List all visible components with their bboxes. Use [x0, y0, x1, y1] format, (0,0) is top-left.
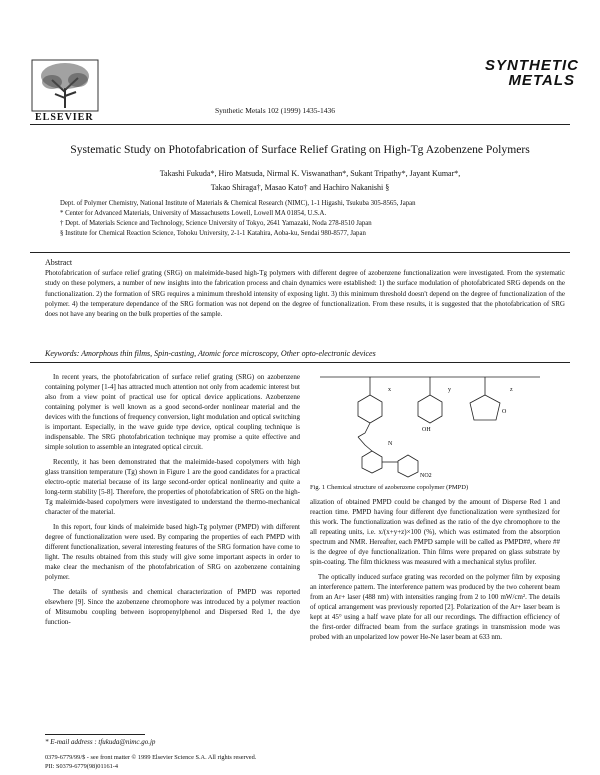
footnote-email: * E-mail address : tfukuda@nimc.go.jp: [45, 738, 156, 746]
figure-caption: Fig. 1 Chemical structure of azobenzene copolymer (PMPD): [310, 484, 469, 491]
figure-label-x: x: [388, 387, 391, 393]
journal-logo-line1: SYNTHETIC: [485, 57, 580, 74]
publisher-name: ELSEVIER: [35, 112, 94, 123]
paragraph: In this report, four kinds of maleimide based high-Tg polymer (PMPD) with different degree of functionalization were used. By comparing the properties of each PMPD with different functionalization, several interesting features of the SRG formation have come to light. The results obtained from this study will give some important aspects in order to make clear the mechanism of the photofabrication of SRG on azobenzene containing polymer.: [45, 523, 300, 581]
affiliation: † Dept. of Materials Science and Technology, Science University of Tokyo, 2641 Yamazaki, Noda 278-8510 Japan: [60, 220, 372, 227]
abstract-bottom-rule: [30, 362, 570, 363]
elsevier-tree-logo: [30, 58, 100, 113]
figure-label-z: z: [510, 387, 513, 393]
footnote-rule: [45, 734, 145, 735]
left-column: [45, 372, 300, 632]
figure-label-n: N: [388, 441, 393, 447]
keywords: Keywords: Amorphous thin films, Spin-casting, Atomic force microscopy, Other opto-electronic devices: [45, 349, 376, 358]
authors-line-1: Takashi Fukuda*, Hiro Matsuda, Nirmal K. Viswanathan*, Sukant Tripathy*, Jayant Kumar*,: [159, 169, 461, 178]
header-rule: [30, 124, 570, 125]
journal-logo-line2: METALS: [508, 72, 575, 89]
article-title: Systematic Study on Photofabrication of Surface Relief Grating on High-Tg Azobenzene Polymers: [70, 143, 530, 156]
affiliation: § Institute for Chemical Reaction Science, Tohoku University, 2-1-1 Katahira, Aoba-ku, Sendai 980-8577, Japan: [60, 230, 366, 237]
paragraph: Recently, it has been demonstrated that the maleimide-based copolymers with high glass transition temperature (Tg) shown in Figure 1 are the good candidates for a practical electro-optic material because of its large second-order optical nonlinearity and quite a long-term stability [5-8]. Therefore, the properties of photofabrication of SRG on the high-Tg maleimide-based copolymers were investigated to understand the thermo-mechanical character of the material.: [45, 458, 300, 516]
figure-label-o: O: [502, 409, 507, 415]
chemical-structure-figure: [310, 365, 560, 480]
figure-label-oh: OH: [422, 427, 431, 433]
authors-line-2: Takao Shiraga†, Masao Kato† and Hachiro Nakanishi §: [210, 183, 390, 192]
affiliation: Dept. of Polymer Chemistry, National Institute of Materials & Chemical Research (NIMC), 1-1 Higashi, Tsukuba 305-8565, Japan: [60, 200, 416, 207]
paragraph: alization of obtained PMPD could be changed by the amount of Disperse Red 1 and reaction time. PMPD having four different dye functionalization were synthesized for this work. The functionalization was defined as the ratio of the dye chromophore to the all repeating units, i.e. x/(x+y+z)×100 (%), which was estimated from the absorption spectrum and NMR. Hereafter, each PMPD sample will be called as PMPD##, where ## is the degree of dye functionalization. Thin films were prepared on glass substrate by spin-coating. The film thickness was measured with a mechanical stylus profiler.: [310, 498, 560, 566]
abstract-heading: Abstract: [45, 258, 73, 267]
figure-label-no2: NO2: [420, 473, 432, 479]
abstract-text: Photofabrication of surface relief grating (SRG) on maleimide-based high-Tg polymers with different degree of azobenzene functionalization were investigated. From the systematic study on these polymers, a number of new insights into the fabrication process and chain dynamics were established: 1) the surface modulation of photofabricated SRG depends on the functionalization. 2) the formation of SRG requires a minimum threshold intensity of exposing light. 3) this minimum threshold doesn't depend on the degree of functionalization of the polymer. 4) the temperature dependance of the SRG formation was not depend on the degree of functionalization. From these results, it is suggested that the photofabrication of SRG does not have any bearing on the bulk properties of the sample.: [45, 269, 565, 319]
right-column: [310, 497, 560, 647]
copyright-line: 0379-6779/99/$ - see front matter © 1999 Elsevier Science S.A. All rights reserved.: [45, 754, 257, 761]
figure-label-y: y: [448, 387, 451, 393]
pii-line: PII: S0379-6779(98)01161-4: [45, 763, 119, 770]
affiliation: * Center for Advanced Materials, University of Massachusetts Lowell, Lowell MA 01854, U.S.A.: [60, 210, 327, 217]
journal-logo: [485, 57, 580, 89]
paragraph: In recent years, the photofabrication of surface relief grating (SRG) on azobenzene containing polymer [1-4] has attracted much attention not only from academic interest but also from a view point of practical use for optical device applications. Azobenzene containing polymer is well known as a good second-order nonlinear material and the devices with the functions of frequency conversion, light modulation and optical switching is important. Especially, in the wave guide type device, optical coupling technique is indispensable. The SRG photofabrication technique may promise a quite effective and simple solution to assemble an integrated optical circuit.: [45, 373, 300, 451]
journal-citation: Synthetic Metals 102 (1999) 1435-1436: [215, 106, 335, 115]
paragraph: The optically induced surface grating was recorded on the polymer film by exposing an interference pattern. The interference pattern was produced by the two coherent beam from an Ar+ laser (488 nm) with intensities ranging from 2 to 100 mW/cm². The details of optical arrangement was previously reported [2]. Polarization of the Ar+ laser beam is kept at 45° using a half wave plate for all our recordings. The diffraction efficiency of the first-order diffracted beam from the surface gratings in transmission mode was probed with an unpolarized low power He-Ne laser beam at 633 nm.: [310, 573, 560, 641]
paragraph: The details of synthesis and chemical characterization of PMPD was reported elsewhere [9]. Since the azobenzene chromophore was introduced by a polymer reaction of Mitsumobu coupling between isopropenylphenol and Dispersed Red 1, the dye function-: [45, 588, 300, 626]
abstract-top-rule: [30, 252, 570, 253]
